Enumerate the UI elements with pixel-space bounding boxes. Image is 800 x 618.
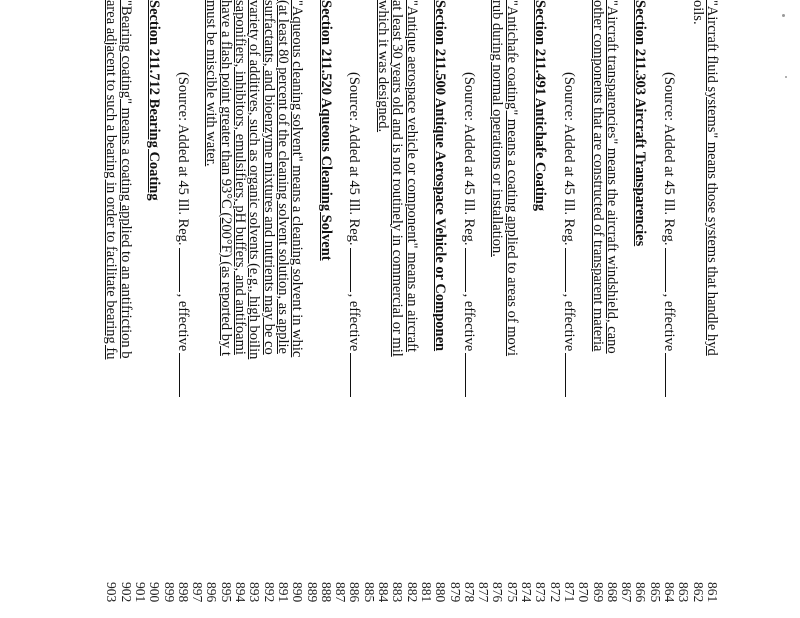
line-number: 891 (276, 582, 291, 603)
line-number: 898 (175, 582, 191, 603)
fill-in-blank (565, 353, 579, 397)
text-run: variety of additives, such as organic solvents (e.g., high boilin (246, 0, 263, 360)
text-run: must be miscible with water. (203, 0, 220, 167)
line-number: 881 (419, 582, 434, 603)
fill-in-blank (665, 248, 679, 292)
line-number: 880 (433, 582, 449, 603)
line-number: 882 (404, 582, 420, 603)
line-number: 889 (304, 582, 320, 603)
line-number: 879 (447, 582, 463, 603)
text-run: "Aircraft transparencies" means the aircraft windshield, cano (603, 0, 620, 354)
text-run: , effective (561, 293, 577, 352)
line-number: 872 (547, 582, 563, 603)
text-run: Section 211.491 Antichafe Coating (532, 0, 549, 212)
line-number: 900 (147, 582, 163, 603)
text-run: (Source: Added at 45 Ill. Reg. (561, 72, 577, 246)
line-number: 894 (233, 582, 249, 603)
text-run: Section 211.520 Aqueous Cleaning Solvent (317, 0, 334, 261)
line-number: 902 (118, 582, 134, 603)
text-run: rub during normal operations or installation. (489, 0, 506, 257)
fill-in-blank (465, 248, 479, 292)
text-run: saponifiers, inhibitors, emulsifiers, pH buffers, and antifoami (232, 0, 249, 355)
line-number: 864 (662, 582, 678, 603)
line-number: 892 (261, 582, 277, 603)
line-number: 867 (619, 582, 635, 603)
text-run: area adjacent to such a bearing in order to facilitate bearing fu (103, 0, 120, 360)
text-run: "Aqueous cleaning solvent" means a cleaning solvent in whic (289, 0, 306, 358)
text-run: , effective (174, 293, 191, 352)
document-line (101, 0, 121, 618)
text-run: , effective (661, 293, 678, 352)
rotated-document-body (72, 0, 720, 618)
line-number: 888 (318, 582, 334, 603)
line-number: 899 (161, 582, 177, 603)
text-run: Section 211.712 Bearing Coating (146, 0, 163, 201)
text-run: (Source: Added at 45 Ill. Reg. (346, 72, 363, 246)
line-number: 869 (590, 582, 606, 603)
line-number: 873 (533, 582, 549, 603)
text-run: have a flash point greater than 93°C (200°F) (as reported by t (217, 0, 234, 356)
fill-in-blank (179, 353, 193, 397)
text-run: (Source: Added at 45 Ill. Reg. (661, 72, 678, 246)
line-number: 871 (562, 582, 577, 603)
line-number: 884 (376, 582, 392, 603)
text-run: "Bearing coating" means a coating applied to an antifriction b (117, 0, 134, 359)
text-run: "Antique aerospace vehicle or component" means an aircraft (403, 0, 420, 353)
scan-speck (785, 76, 787, 78)
line-number: 878 (461, 582, 477, 603)
text-run: (Source: Added at 45 Ill. Reg. (460, 72, 477, 246)
line-number: 877 (476, 582, 492, 603)
line-number: 893 (247, 582, 263, 603)
fill-in-blank (351, 248, 365, 292)
fill-in-blank (665, 353, 679, 397)
text-run: at least 30 years old and is not routinely in commercial or mil (389, 0, 406, 357)
fill-in-blank (179, 248, 193, 292)
line-number: 868 (604, 582, 620, 603)
fill-in-blank (351, 353, 365, 397)
line-number: 866 (633, 582, 649, 603)
line-number: 876 (490, 582, 506, 603)
line-number: 895 (218, 582, 234, 603)
line-number: 865 (647, 582, 663, 603)
scan-speck (782, 14, 785, 17)
text-run: which it was designed. (375, 0, 392, 133)
line-number: 883 (390, 582, 406, 603)
line-number: 897 (190, 582, 206, 603)
text-run: (Source: Added at 45 Ill. Reg. (174, 72, 191, 246)
line-number: 874 (519, 582, 535, 603)
text-run: "Aircraft fluid systems" means those systems that handle hyd (704, 0, 720, 356)
line-number: 861 (705, 582, 720, 603)
definition-text (101, 0, 121, 360)
text-run: , effective (346, 293, 363, 352)
line-number: 863 (676, 582, 692, 603)
text-run: oils. (689, 0, 706, 25)
fill-in-blank (565, 248, 579, 292)
text-run: (at least 80 percent of the cleaning solvent solution, as applie (275, 0, 291, 354)
text-run: surfactants, and bioenzyme mixtures and nutrients may be co (260, 0, 277, 355)
line-number: 887 (333, 582, 349, 603)
text-run: , effective (460, 293, 477, 352)
fill-in-blank (465, 353, 479, 397)
line-number: 890 (290, 582, 306, 603)
line-number: 903 (104, 582, 120, 603)
line-number: 885 (361, 582, 377, 603)
line-number: 896 (204, 582, 220, 603)
line-number: 901 (133, 582, 148, 603)
line-number: 862 (690, 582, 706, 603)
text-run: Section 211.303 Aircraft Transparencies (632, 0, 649, 247)
line-number: 870 (576, 582, 592, 603)
text-run: Section 211.500 Antique Aerospace Vehicle or Componen (432, 0, 449, 352)
text-run: other components that are constructed of transparent materia (589, 0, 606, 352)
line-number: 886 (347, 582, 363, 603)
line-number: 875 (504, 582, 520, 603)
text-run: "Antichafe coating" means a coating applied to areas of movi (503, 0, 520, 357)
